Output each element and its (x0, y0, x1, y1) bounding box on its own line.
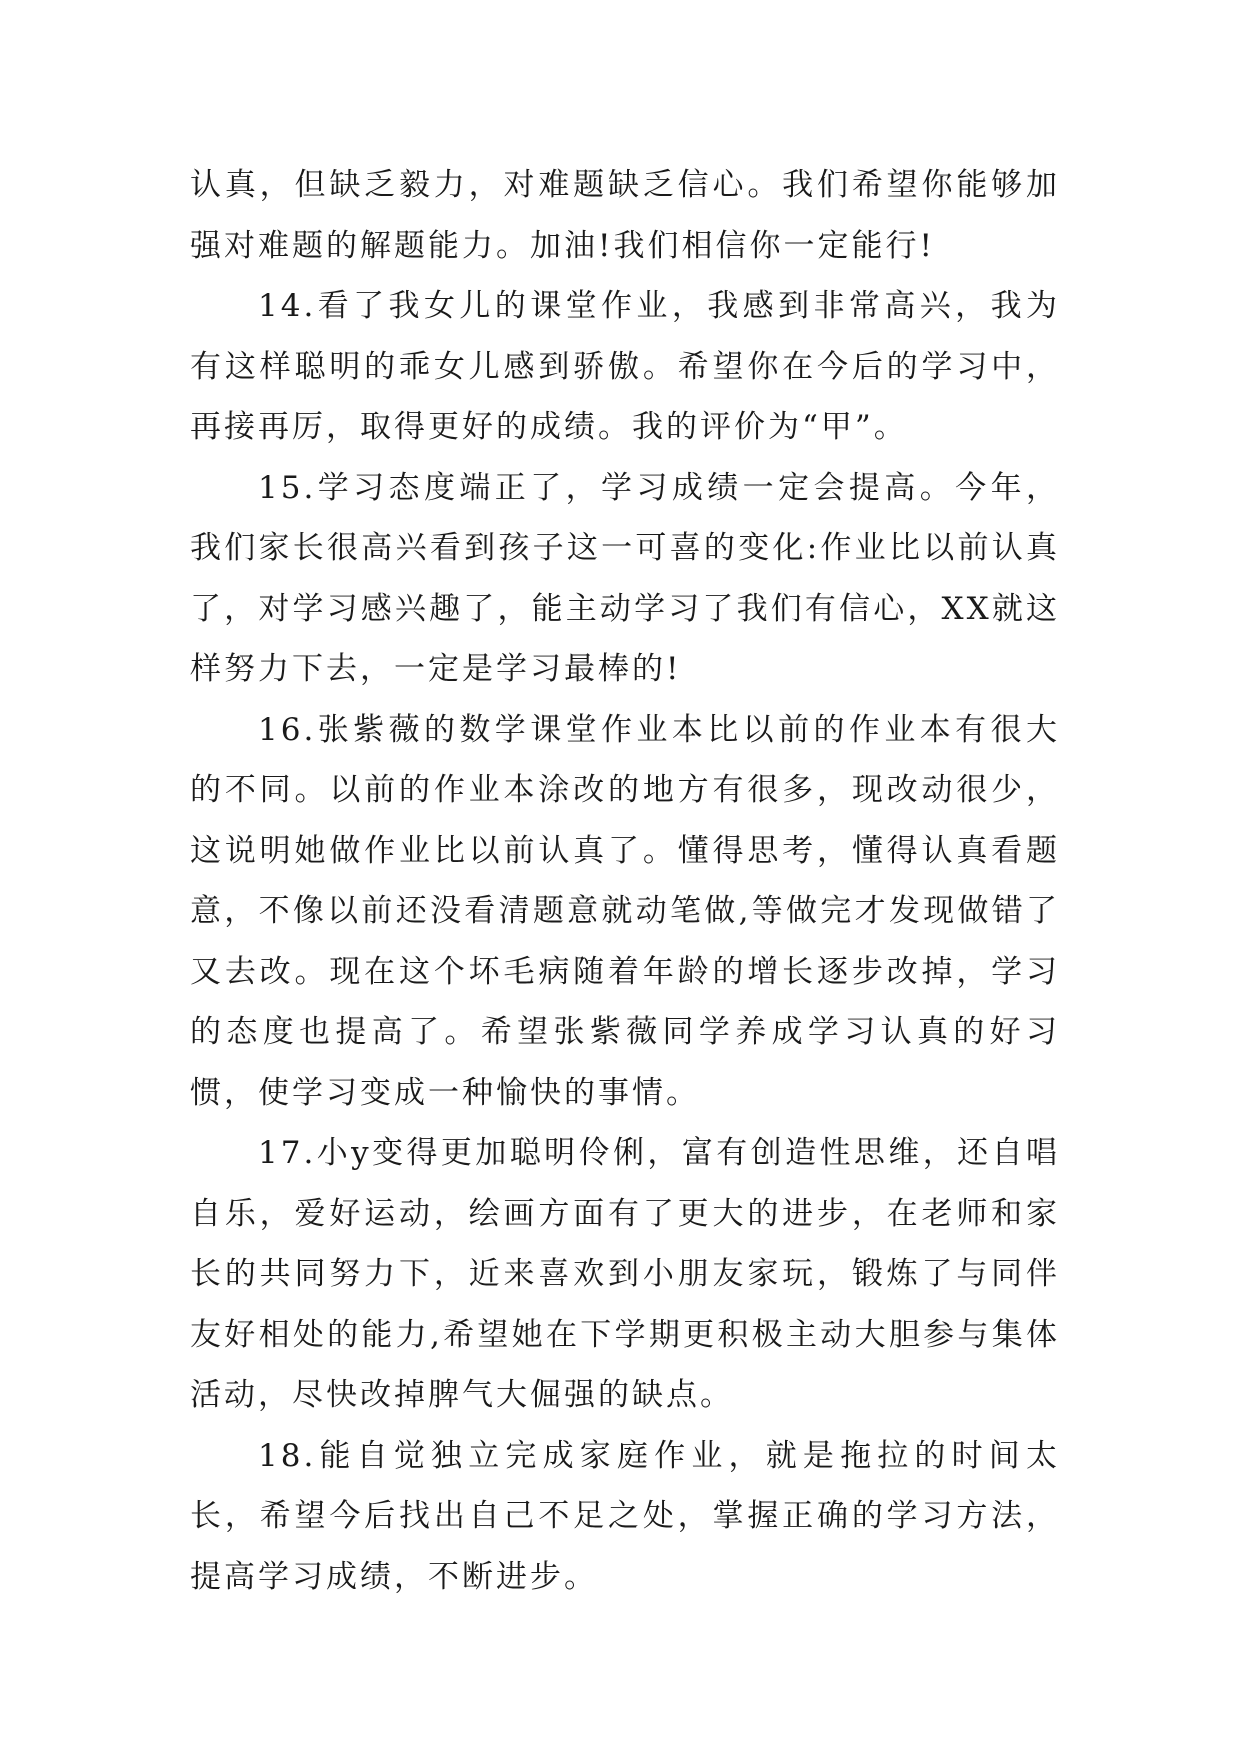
paragraph-item-18: 18.能自觉独立完成家庭作业，就是拖拉的时间太长，希望今后找出自己不足之处，掌握正确的学习方法，提高学习成绩，不断进步。 (190, 1437, 1060, 1595)
paragraph-item-17: 17.小y变得更加聪明伶俐，富有创造性思维，还自唱自乐，爱好运动，绘画方面有了更大的进步，在老师和家长的共同努力下，近来喜欢到小朋友家玩，锻炼了与同伴友好相处的能力,希望她在下学期更积极主动大胆参与集体活动，尽快改掉脾气大倔强的缺点。 (190, 1135, 1060, 1413)
paragraph-continuation: 认真，但缺乏毅力，对难题缺乏信心。我们希望你能够加强对难题的解题能力。加油!我们相信你一定能行! (190, 167, 1060, 264)
document-body (190, 155, 1060, 1607)
paragraph-item-15: 15.学习态度端正了，学习成绩一定会提高。今年，我们家长很高兴看到孩子这一可喜的变化:作业比以前认真了，对学习感兴趣了，能主动学习了我们有信心，XX就这样努力下去，一定是学习最棒的! (190, 469, 1060, 687)
paragraph-item-16: 16.张紫薇的数学课堂作业本比以前的作业本有很大的不同。以前的作业本涂改的地方有很多，现改动很少，这说明她做作业比以前认真了。懂得思考，懂得认真看题意，不像以前还没看清题意就动笔做,等做完才发现做错了又去改。现在这个坏毛病随着年龄的增长逐步改掉，学习的态度也提高了。希望张紫薇同学养成学习认真的好习惯，使学习变成一种愉快的事情。 (190, 711, 1060, 1111)
paragraph-item-14: 14.看了我女儿的课堂作业，我感到非常高兴，我为有这样聪明的乖女儿感到骄傲。希望你在今后的学习中，再接再厉，取得更好的成绩。我的评价为“甲”。 (190, 288, 1060, 445)
